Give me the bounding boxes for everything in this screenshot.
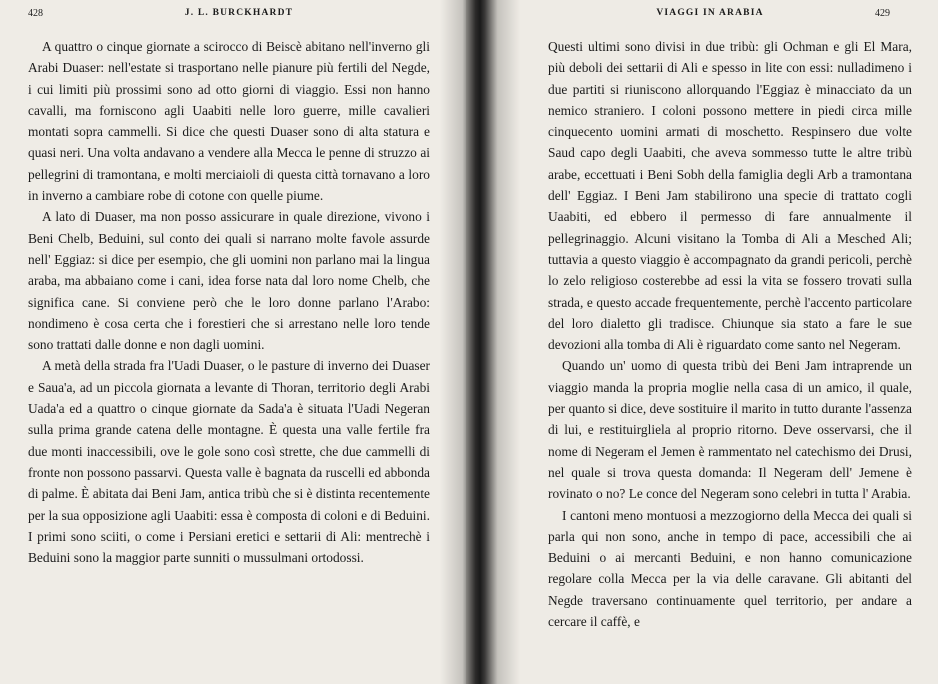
left-paragraph-1: A quattro o cinque giornate a scirocco di Beiscè abitano nell'inverno gli Arabi Duaser: nell'estate si trasportano nelle pianure più fertili del Negde, i cui limiti più prossimi sono ad otto giorni di viaggio. Essi non hanno cavalli, ma forniscono agli Uaabiti nelle loro guerre, mille cavalieri montati sopra cammelli. Si dice che questi Duaser sono di alta statura e quasi neri. Una volta andavano a vendere alla Mecca le penne di struzzo ai pellegrini di tramontana, e molti merciaioli di questa città tornavano a loro in inverno a cambiare robe di cotone con quelle piume. [28, 39, 430, 204]
right-page [474, 0, 938, 684]
left-paragraph-3: A metà della strada fra l'Uadi Duaser, o le pasture di inverno dei Duaser e Saua'a, ad un piccola giornata a levante di Thoran, territorio degli Arabi Uada'a ed a quattro o cinque giornate da Sada'a è situata l'Uadi Negeran sulla prima grande catena delle montagne. È questa una valle fertile fra due monti inaccessibili, ove le gole sono così strette, che due cammelli di fronte non possono passarvi. Questa valle è bagnata da ruscelli ed abbonda di palme. È abitata dai Beni Jam, antica tribù che si è distinta recentemente per la sua opposizione agli Uaabiti: essa è composta di coloni e di Beduini. I primi sono sciiti, o come i Persiani eretici e settarii di Ali: mentrechè i Beduini sono la maggior parte sunniti o mussulmani ortodossi. [28, 358, 430, 566]
left-paragraph-2: A lato di Duaser, ma non posso assicurare in quale direzione, vivono i Beni Chelb, Beduini, sul conto dei quali si narrano molte favole assurde nell' Eggiaz: si dice per esempio, che gli uomini non parlano mai la lingua araba, ma abbaiano come i cani, idea forse nata dal loro nome Chelb, che significa cane. Si conviene però che le loro donne parlano l'Arabo: nondimeno è cosa certa che i forestieri che si arrestano nelle loro tende sono trattati dalle donne e non dagli uomini. [28, 209, 430, 353]
right-page-number: 429 [875, 8, 890, 19]
book-gutter [440, 0, 520, 684]
right-paragraph-2: Quando un' uomo di questa tribù dei Beni Jam intraprende un viaggio manda la propria moglie nella casa di un amico, il quale, per quanto si dice, deve sostituire il marito in tutto durante l'assenza di lui, e restituirgliela al proprio ritorno. Deve osservarsi, che il nome di Negeram el Jemen è rammentato nel catechismo dei Drusi, nel quale si trova questa domanda: Il Negeram dell' Jemene è rovinato o no? Le conce del Negeram sono celebri in tutta l' Arabia. [548, 358, 912, 502]
left-page [0, 0, 466, 684]
right-running-head: VIAGGI IN ARABIA [656, 8, 764, 18]
left-page-number: 428 [28, 8, 43, 19]
right-paragraph-1: Questi ultimi sono divisi in due tribù: gli Ochman e gli El Mara, più deboli dei settarii di Ali e spesso in lite con essi: nulladimeno i due partiti si riuniscono allorquando l'Eggiaz è minacciato da un nemico straniero. I coloni possono mettere in piedi circa mille cinquecento uomini armati di moschetto. Respinsero due volte Saud capo degli Uaabiti, che aveva sommesso tutte le altre tribù arabe, eccettuati i Beni Sobh della famiglia degli Arb a tramontana dell' Eggiaz. I Beni Jam stabilirono una specie di trattato cogli Uaabiti, ed ebbero il permesso di fare annualmente il pellegrinaggio. Alcuni visitano la Tomba di Ali a Mesched Ali; tuttavia a questo viaggio è accompagnato da grandi pericoli, perchè lo zelo religioso costerebbe ad essi la vita se fossero trovati sulla strada, e questo accade frequentemente, perchè l'accento particolare del loro dialetto gli tradisce. Chiunque sia stato a fare le sue devozioni alla tomba di Ali è riguardato come santo nel Negeram. [548, 39, 912, 353]
right-paragraph-3: I cantoni meno montuosi a mezzogiorno della Mecca dei quali si parla qui non sono, anche in tempo di pace, accessibili che ai Beduini o ai mercanti Beduini, e non hanno comunicazione regolare colla Mecca per la via delle caravane. Gli abitanti del Negde traversano continuamente quel territorio, per andare a cercare il caffè, e [548, 507, 912, 630]
right-page-header [548, 8, 912, 24]
left-page-header [28, 8, 430, 24]
left-running-head: J. L. BURCKHARDT [184, 8, 294, 18]
